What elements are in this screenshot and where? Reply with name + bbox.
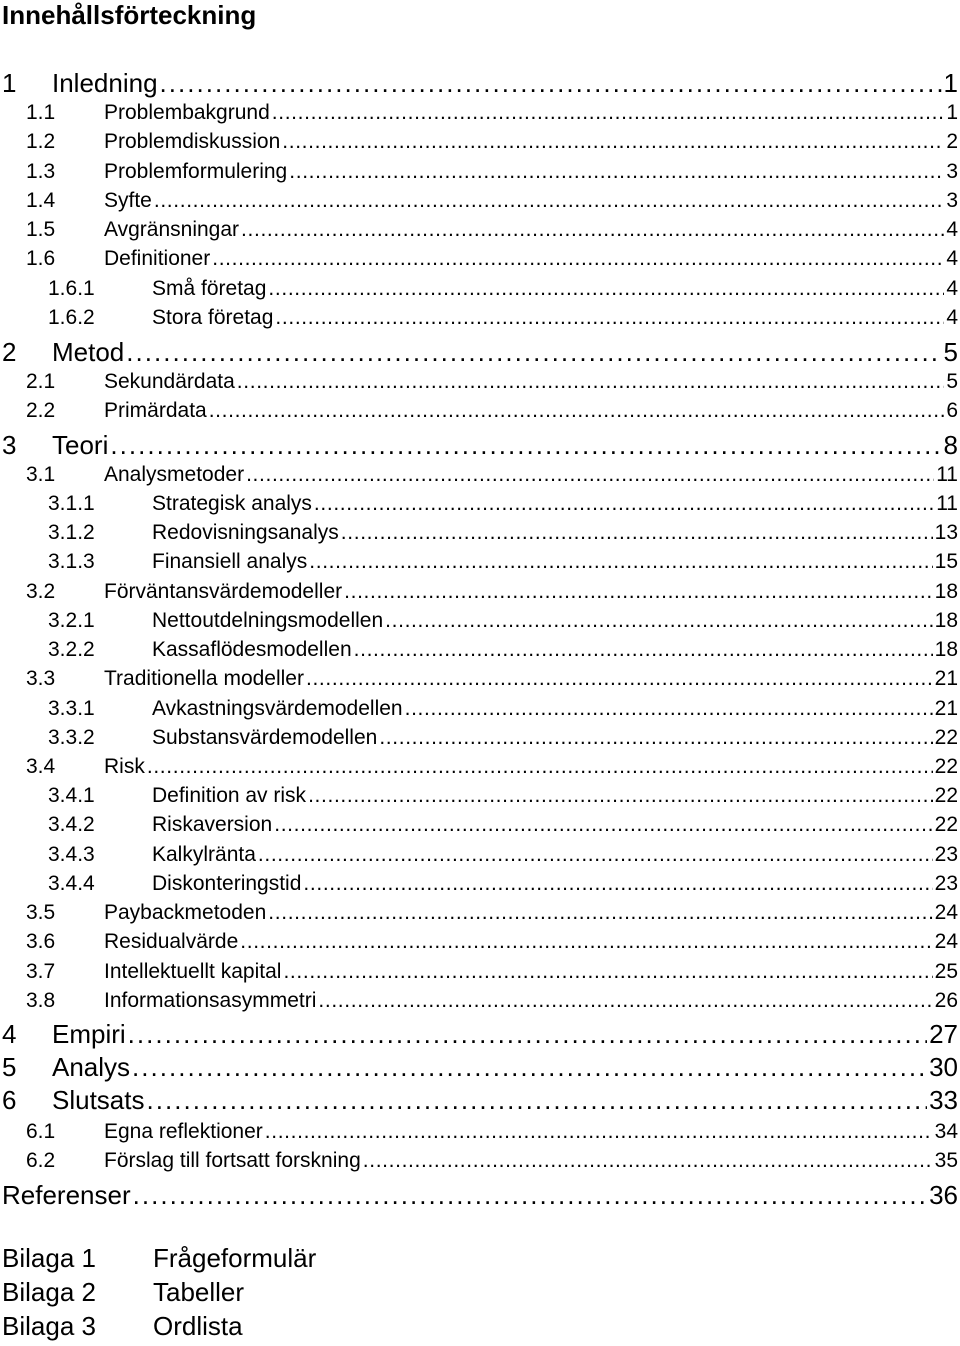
toc-entry[interactable] (48, 304, 958, 332)
toc-entry-number: 1.6 (26, 247, 56, 270)
toc-entry[interactable] (2, 1018, 958, 1050)
toc-entry-label: Egna reflektioner (104, 1120, 263, 1143)
toc-entry-number: 1.2 (26, 130, 56, 153)
toc-dot-leader (282, 128, 944, 156)
toc-entry-label: Referenser (2, 1180, 131, 1210)
toc-entry-page: 13 (934, 521, 958, 544)
toc-entry[interactable] (48, 607, 958, 635)
toc-entry-number: 3.7 (26, 960, 56, 983)
toc-entry-page: 4 (946, 277, 958, 300)
toc-entry-page: 23 (934, 843, 958, 866)
toc-entry[interactable] (2, 1179, 958, 1211)
toc-entry-page: 30 (929, 1052, 958, 1082)
toc-entry-number: 3.1.2 (48, 521, 95, 544)
toc-entry[interactable] (48, 782, 958, 810)
toc-entry-number: 1.6.2 (48, 306, 95, 329)
toc-entry-label: Redovisningsanalys (152, 521, 339, 544)
toc-entry[interactable] (26, 1118, 958, 1146)
toc-entry-number: 4 (2, 1019, 17, 1049)
toc-entry-number: 3.2.1 (48, 609, 95, 632)
toc-entry-label: Empiri (52, 1019, 126, 1049)
toc-entry-page: 35 (934, 1149, 958, 1172)
toc-entry-number: 3 (2, 430, 17, 460)
toc-entry-page: 11 (936, 492, 958, 515)
toc-entry[interactable] (26, 158, 958, 186)
toc-entry-label: Analys (52, 1052, 131, 1082)
toc-entry-page: 5 (946, 370, 958, 393)
toc-dot-leader (265, 1118, 933, 1146)
toc-entry-number: 2.2 (26, 399, 56, 422)
toc-dot-leader (246, 461, 934, 489)
toc-entry-page: 4 (946, 306, 958, 329)
toc-entry-number: 3.4 (26, 755, 56, 778)
toc-entry-label: Intellektuellt kapital (104, 960, 282, 983)
toc-entry-label: Förslag till fortsatt forskning (104, 1149, 361, 1172)
toc-entry[interactable] (26, 987, 958, 1015)
toc-entry[interactable] (26, 665, 958, 693)
toc-entry-number: 6 (2, 1085, 17, 1115)
toc-entry-label: Informationsasymmetri (104, 989, 317, 1012)
toc-entry[interactable] (48, 275, 958, 303)
toc-entry-number: 6.2 (26, 1149, 56, 1172)
toc-entry-page: 1 (943, 68, 958, 98)
toc-dot-leader (303, 870, 932, 898)
toc-entry-number: 6.1 (26, 1120, 56, 1143)
toc-entry[interactable] (48, 519, 958, 547)
toc-entry[interactable] (48, 548, 958, 576)
toc-entry-label: Avgränsningar (104, 218, 240, 241)
toc-dot-leader (126, 336, 941, 368)
toc-dot-leader (405, 695, 933, 723)
toc-dot-leader (379, 724, 932, 752)
toc-entry-label: Problembakgrund (104, 101, 270, 124)
toc-dot-leader (241, 216, 944, 244)
toc-entry[interactable] (48, 490, 958, 518)
toc-dot-leader (154, 187, 944, 215)
toc-entry[interactable] (26, 128, 958, 156)
toc-entry[interactable] (26, 899, 958, 927)
toc-dot-leader (133, 1179, 927, 1211)
toc-dot-leader (306, 665, 933, 693)
toc-entry-page: 22 (934, 813, 958, 836)
toc-entry-label: Problemdiskussion (104, 130, 281, 153)
toc-entry-page: 18 (934, 609, 958, 632)
toc-entry-label: Små företag (152, 277, 267, 300)
toc-dot-leader (240, 928, 932, 956)
toc-entry[interactable] (2, 67, 958, 99)
toc-entry[interactable] (26, 216, 958, 244)
toc-dot-leader (341, 519, 933, 547)
toc-entry-label: Kalkylränta (152, 843, 256, 866)
toc-entry-number: 3.6 (26, 930, 56, 953)
toc-entry-page: 3 (946, 189, 958, 212)
toc-dot-leader (314, 490, 934, 518)
toc-entry-page: 4 (946, 247, 958, 270)
toc-entry-label: Residualvärde (104, 930, 239, 953)
toc-entry-page: 4 (946, 218, 958, 241)
toc-entry[interactable] (48, 636, 958, 664)
toc-entry-number: 3.4.3 (48, 843, 95, 866)
page-title: Innehållsförteckning (2, 0, 257, 30)
appendix-number: Bilaga 2 (2, 1277, 96, 1307)
toc-entry-page: 22 (934, 726, 958, 749)
toc-entry-label: Inledning (52, 68, 158, 98)
toc-entry[interactable] (48, 695, 958, 723)
toc-entry-page: 6 (946, 399, 958, 422)
toc-entry-page: 8 (943, 430, 958, 460)
toc-entry-number: 2.1 (26, 370, 56, 393)
toc-entry-number: 3.2.2 (48, 638, 95, 661)
toc-dot-leader (147, 1084, 928, 1116)
toc-dot-leader (344, 578, 933, 606)
toc-entry-page: 18 (934, 580, 958, 603)
toc-entry-page: 2 (946, 130, 958, 153)
toc-entry-page: 34 (934, 1120, 958, 1143)
toc-entry-number: 1.6.1 (48, 277, 95, 300)
toc-entry-number: 3.3.2 (48, 726, 95, 749)
toc-entry-label: Sekundärdata (104, 370, 235, 393)
toc-entry-label: Traditionella modeller (104, 667, 304, 690)
toc-dot-leader (268, 899, 932, 927)
toc-dot-leader (363, 1147, 933, 1175)
toc-entry-number: 3.4.1 (48, 784, 95, 807)
toc-entry-number: 1 (2, 68, 17, 98)
toc-entry-page: 22 (934, 755, 958, 778)
toc-entry-label: Förväntansvärdemodeller (104, 580, 343, 603)
appendix-label: Frågeformulär (153, 1243, 317, 1273)
toc-entry[interactable] (2, 1084, 958, 1116)
toc-dot-leader (258, 841, 933, 869)
toc-entry-label: Analysmetoder (104, 463, 245, 486)
appendix-number: Bilaga 3 (2, 1311, 96, 1341)
toc-entry-number: 3.8 (26, 989, 56, 1012)
toc-entry-page: 33 (929, 1085, 958, 1115)
toc-entry-page: 3 (946, 160, 958, 183)
toc-entry[interactable] (26, 958, 958, 986)
toc-entry-page: 21 (934, 667, 958, 690)
toc-entry-number: 3.1 (26, 463, 56, 486)
toc-entry-page: 21 (934, 697, 958, 720)
toc-entry-number: 3.5 (26, 901, 56, 924)
toc-entry-number: 3.4.2 (48, 813, 95, 836)
appendix-item[interactable] (2, 1242, 316, 1274)
toc-entry-label: Diskonteringstid (152, 872, 302, 895)
toc-entry-page: 36 (929, 1180, 958, 1210)
appendix-label: Ordlista (153, 1311, 243, 1341)
toc-entry-label: Teori (52, 430, 109, 460)
toc-entry-label: Avkastningsvärdemodellen (152, 697, 403, 720)
toc-dot-leader (209, 397, 945, 425)
toc-entry-label: Stora företag (152, 306, 274, 329)
toc-entry[interactable] (26, 1147, 958, 1175)
toc-entry-number: 1.5 (26, 218, 56, 241)
toc-entry-label: Definitioner (104, 247, 211, 270)
toc-dot-leader (237, 368, 945, 396)
toc-entry-label: Strategisk analys (152, 492, 312, 515)
toc-entry-label: Definition av risk (152, 784, 307, 807)
toc-entry-page: 24 (934, 930, 958, 953)
toc-dot-leader (309, 548, 932, 576)
toc-entry[interactable] (26, 397, 958, 425)
toc-entry-page: 1 (946, 101, 958, 124)
toc-entry-label: Syfte (104, 189, 152, 212)
toc-entry-page: 5 (943, 337, 958, 367)
toc-entry-label: Nettoutdelningsmodellen (152, 609, 384, 632)
toc-dot-leader (132, 1051, 927, 1083)
toc-dot-leader (128, 1018, 927, 1050)
toc-entry-label: Finansiell analys (152, 550, 308, 573)
toc-entry[interactable] (2, 429, 958, 461)
toc-entry[interactable] (48, 841, 958, 869)
toc-dot-leader (268, 275, 944, 303)
appendix-label: Tabeller (153, 1277, 245, 1307)
toc-entry-number: 3.2 (26, 580, 56, 603)
toc-dot-leader (318, 987, 932, 1015)
toc-entry-number: 3.3 (26, 667, 56, 690)
toc-entry-page: 18 (934, 638, 958, 661)
toc-entry[interactable] (26, 578, 958, 606)
toc-entry-page: 22 (934, 784, 958, 807)
toc-entry-number: 1.4 (26, 189, 56, 212)
toc-entry-label: Kassaflödesmodellen (152, 638, 352, 661)
appendix-number: Bilaga 1 (2, 1243, 96, 1273)
toc-dot-leader (289, 158, 944, 186)
toc-entry-page: 11 (936, 463, 958, 486)
toc-dot-leader (110, 429, 941, 461)
toc-entry[interactable] (48, 724, 958, 752)
toc-entry[interactable] (26, 368, 958, 396)
toc-entry[interactable] (26, 461, 958, 489)
toc-entry-number: 1.3 (26, 160, 56, 183)
appendix-item[interactable] (2, 1310, 243, 1342)
toc-entry[interactable] (26, 187, 958, 215)
toc-dot-leader (160, 67, 942, 99)
toc-entry-label: Slutsats (52, 1085, 145, 1115)
toc-dot-leader (308, 782, 933, 810)
toc-dot-leader (354, 636, 933, 664)
toc-dot-leader (385, 607, 932, 635)
toc-entry-page: 24 (934, 901, 958, 924)
toc-entry-label: Riskaversion (152, 813, 273, 836)
toc-entry[interactable] (48, 811, 958, 839)
toc-entry-number: 2 (2, 337, 17, 367)
toc-entry-label: Paybackmetoden (104, 901, 267, 924)
toc-dot-leader (283, 958, 932, 986)
toc-entry-label: Risk (104, 755, 145, 778)
toc-dot-leader (272, 99, 945, 127)
toc-entry-page: 23 (934, 872, 958, 895)
toc-dot-leader (275, 304, 944, 332)
toc-entry[interactable] (26, 245, 958, 273)
toc-entry-label: Substansvärdemodellen (152, 726, 378, 749)
toc-entry[interactable] (26, 99, 958, 127)
toc-entry-number: 3.4.4 (48, 872, 95, 895)
toc-entry-number: 1.1 (26, 101, 56, 124)
toc-entry[interactable] (48, 870, 958, 898)
toc-entry-page: 15 (934, 550, 958, 573)
toc-entry[interactable] (26, 753, 958, 781)
toc-entry-page: 25 (934, 960, 958, 983)
toc-dot-leader (274, 811, 932, 839)
toc-dot-leader (212, 245, 944, 273)
toc-entry-number: 3.3.1 (48, 697, 95, 720)
toc-entry-page: 27 (929, 1019, 958, 1049)
appendix-item[interactable] (2, 1276, 244, 1308)
toc-entry-number: 3.1.3 (48, 550, 95, 573)
toc-entry[interactable] (2, 336, 958, 368)
toc-entry-label: Metod (52, 337, 125, 367)
toc-entry-number: 5 (2, 1052, 17, 1082)
toc-entry-number: 3.1.1 (48, 492, 95, 515)
toc-entry[interactable] (26, 928, 958, 956)
toc-entry[interactable] (2, 1051, 958, 1083)
toc-entry-page: 26 (934, 989, 958, 1012)
toc-entry-label: Primärdata (104, 399, 207, 422)
toc-entry-label: Problemformulering (104, 160, 288, 183)
toc-dot-leader (147, 753, 933, 781)
